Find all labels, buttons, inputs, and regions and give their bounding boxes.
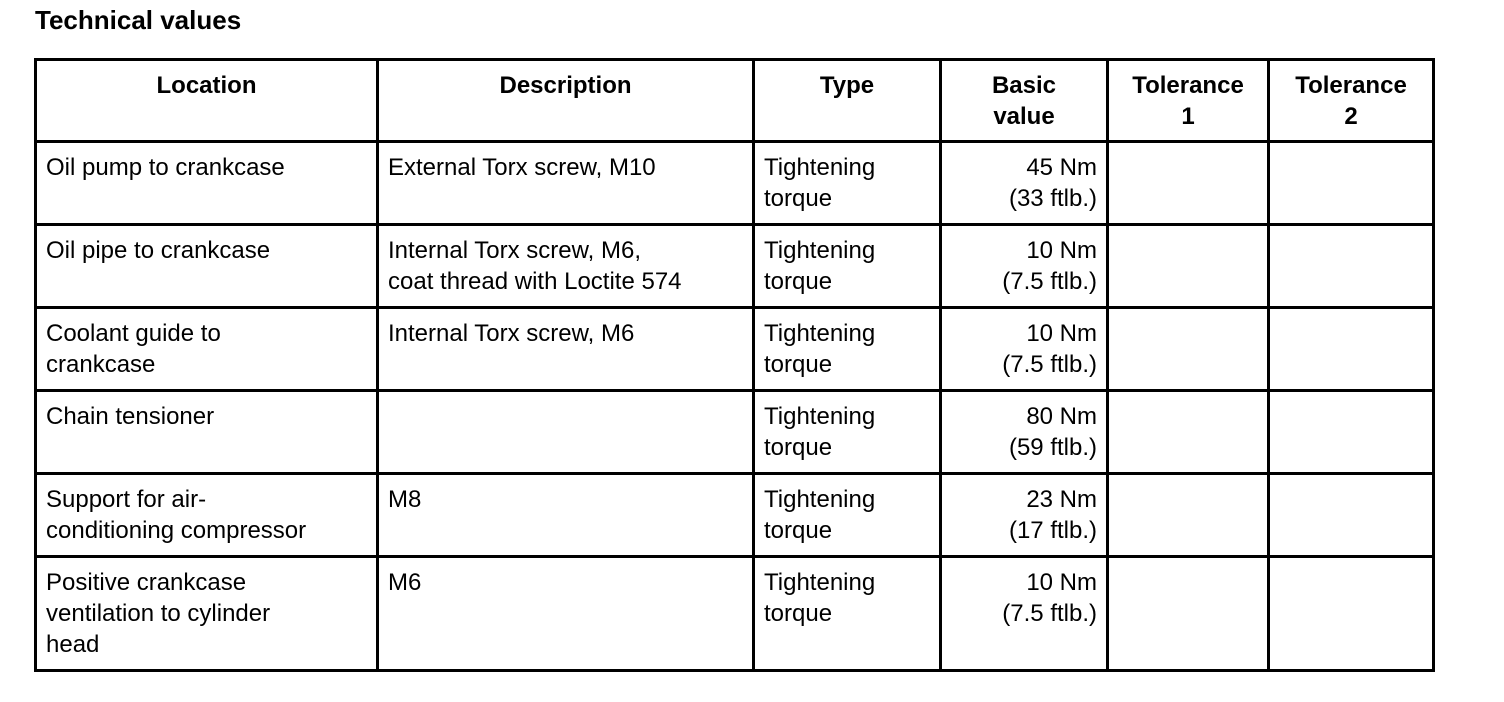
column-header-type: Type: [754, 60, 941, 142]
technical-values-table: [34, 58, 1435, 672]
table-row: [36, 557, 1434, 671]
cell-basic-value: 23 Nm (17 ftlb.): [941, 474, 1108, 557]
cell-tolerance-2: [1269, 474, 1434, 557]
cell-basic-value: 45 Nm (33 ftlb.): [941, 142, 1108, 225]
cell-description: [378, 391, 754, 474]
cell-tolerance-2: [1269, 225, 1434, 308]
cell-tolerance-1: [1108, 557, 1269, 671]
cell-type: Tightening torque: [754, 391, 941, 474]
column-header-description: Description: [378, 60, 754, 142]
cell-type: Tightening torque: [754, 557, 941, 671]
cell-basic-value: 10 Nm (7.5 ftlb.): [941, 557, 1108, 671]
cell-tolerance-1: [1108, 308, 1269, 391]
cell-location: Oil pipe to crankcase: [36, 225, 378, 308]
table-row: [36, 474, 1434, 557]
column-header-tolerance-1: Tolerance 1: [1108, 60, 1269, 142]
column-header-basic-value: Basic value: [941, 60, 1108, 142]
cell-tolerance-1: [1108, 142, 1269, 225]
cell-tolerance-2: [1269, 142, 1434, 225]
cell-tolerance-2: [1269, 308, 1434, 391]
cell-location: Positive crankcase ventilation to cylinder head: [36, 557, 378, 671]
cell-description: Internal Torx screw, M6: [378, 308, 754, 391]
cell-tolerance-1: [1108, 474, 1269, 557]
table-row: [36, 225, 1434, 308]
cell-basic-value: 80 Nm (59 ftlb.): [941, 391, 1108, 474]
cell-type: Tightening torque: [754, 474, 941, 557]
cell-type: Tightening torque: [754, 142, 941, 225]
table-row: [36, 308, 1434, 391]
cell-basic-value: 10 Nm (7.5 ftlb.): [941, 225, 1108, 308]
cell-description: M6: [378, 557, 754, 671]
cell-location: Chain tensioner: [36, 391, 378, 474]
cell-tolerance-2: [1269, 557, 1434, 671]
column-header-tolerance-2: Tolerance 2: [1269, 60, 1434, 142]
cell-tolerance-1: [1108, 391, 1269, 474]
cell-type: Tightening torque: [754, 308, 941, 391]
page-title: Technical values: [35, 5, 242, 35]
cell-type: Tightening torque: [754, 225, 941, 308]
cell-description: M8: [378, 474, 754, 557]
cell-location: Coolant guide to crankcase: [36, 308, 378, 391]
cell-location: Support for air- conditioning compressor: [36, 474, 378, 557]
table-row: [36, 142, 1434, 225]
column-header-location: Location: [36, 60, 378, 142]
cell-tolerance-2: [1269, 391, 1434, 474]
cell-location: Oil pump to crankcase: [36, 142, 378, 225]
cell-description: Internal Torx screw, M6, coat thread with Loctite 574: [378, 225, 754, 308]
cell-tolerance-1: [1108, 225, 1269, 308]
cell-description: External Torx screw, M10: [378, 142, 754, 225]
table-header-row: [36, 60, 1434, 142]
table-row: [36, 391, 1434, 474]
cell-basic-value: 10 Nm (7.5 ftlb.): [941, 308, 1108, 391]
